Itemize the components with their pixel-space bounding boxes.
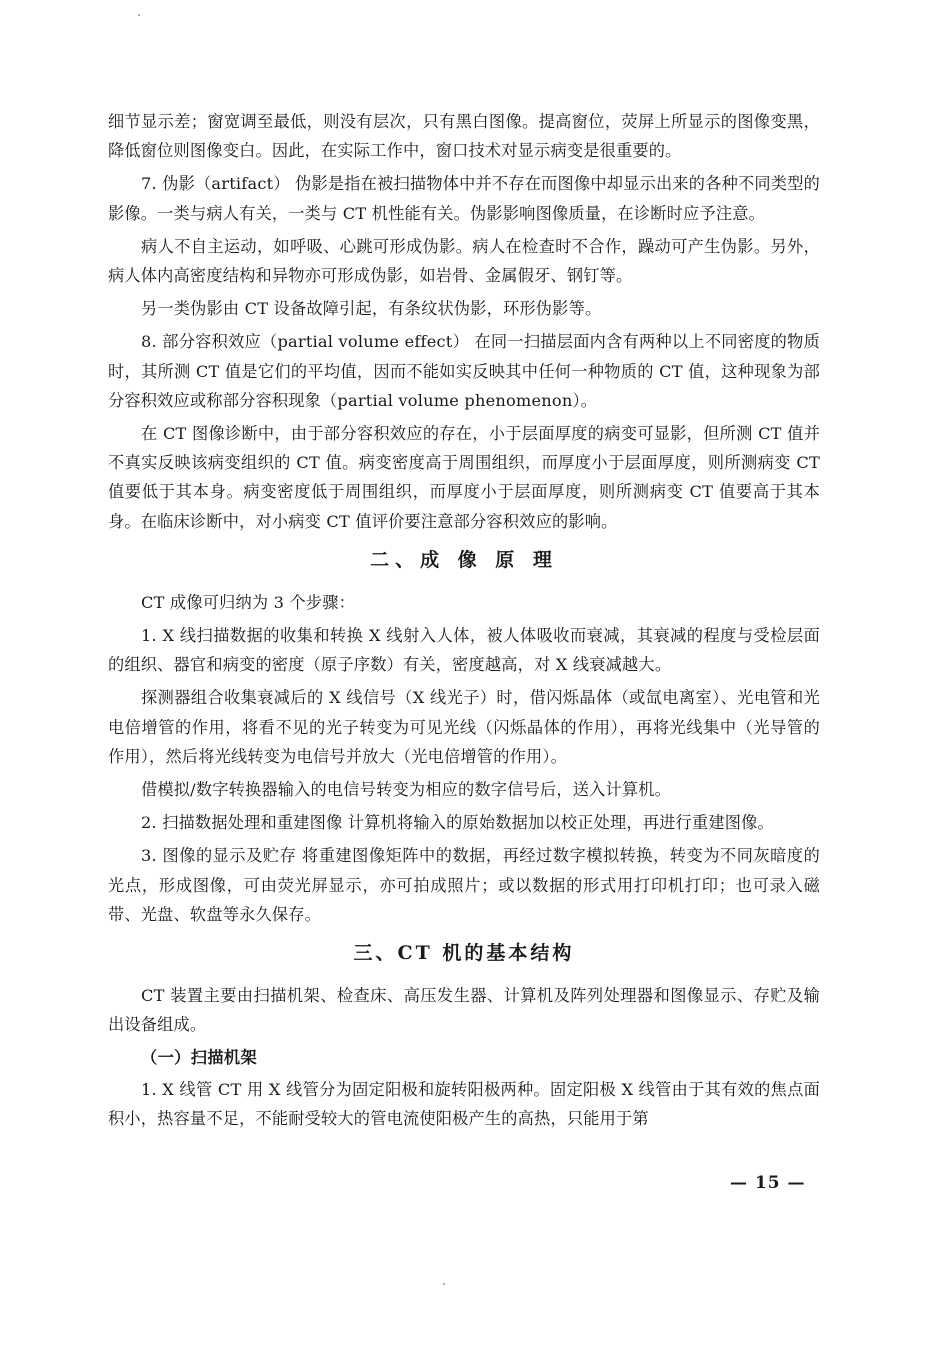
subheading-gantry: （一）扫描机架 <box>141 1048 258 1068</box>
paragraph-partial-volume-diagnosis: 在 CT 图像诊断中，由于部分容积效应的存在，小于层面厚度的病变可显影，但所测 CT 值并不真实反映该病变组织的 CT 值。病变密度高于周围组织，而厚度小于层面厚度，则所测病变 CT 值要低于其本身。病变密度低于周围组织，而厚度小于层面厚度，则所测病变 CT 值要高于其本身。在临床诊断中，对小病变 CT 值评价要注意部分容积效应的影响。 <box>108 424 820 531</box>
scan-speck <box>138 14 140 16</box>
paragraph-partial-volume: 8. 部分容积效应（partial volume effect） 在同一扫描层面内含有两种以上不同密度的物质时，其所测 CT 值是它们的平均值，因而不能如实反映其中任何一种物质的 CT 值，这种现象为部分容积效应或称部分容积现象（partial volume phenomenon）。 <box>108 332 820 410</box>
paragraph-step-3: 3. 图像的显示及贮存 将重建图像矩阵中的数据，再经过数字模拟转换，转变为不同灰暗度的光点，形成图像，可由荧光屏显示，亦可拍成照片；或以数据的形式用打印机打印；也可录入磁带、光盘、软盘等永久保存。 <box>108 846 820 924</box>
paragraph-patient-artifact: 病人不自主运动，如呼吸、心跳可形成伪影。病人在检查时不合作，躁动可产生伪影。另外，病人体内高密度结构和异物亦可形成伪影，如岩骨、金属假牙、钢钉等。 <box>108 236 820 286</box>
page-body <box>108 107 820 1137</box>
paragraph-x-ray-tube: 1. X 线管 CT 用 X 线管分为固定阳极和旋转阳极两种。固定阳极 X 线管由于其有效的焦点面积小，热容量不足，不能耐受较大的管电流使阳极产生的高热，只能用于第 <box>108 1079 820 1128</box>
paragraph-ct-components: CT 装置主要由扫描机架、检查床、高压发生器、计算机及阵列处理器和图像显示、存贮及输出设备组成。 <box>108 986 820 1035</box>
paragraph-window-technique: 细节显示差；窗宽调至最低，则没有层次，只有黑白图像。提高窗位，荧屏上所显示的图像变黑，降低窗位则图像变白。因此，在实际工作中，窗口技术对显示病变是很重要的。 <box>108 112 820 161</box>
page-number: — 15 — <box>730 1173 806 1193</box>
paragraph-adc: 借模拟/数字转换器输入的电信号转变为相应的数字信号后，送入计算机。 <box>141 780 672 800</box>
paragraph-artifact: 7. 伪影（artifact） 伪影是指在被扫描物体中并不存在而图像中却显示出来的各种不同类型的影像。一类与病人有关，一类与 CT 机性能有关。伪影影响图像质量，在诊断时应予注意。 <box>108 174 820 223</box>
paragraph-detector: 探测器组合收集衰减后的 X 线信号（X 线光子）时，借闪烁晶体（或氙电离室）、光电管和光电倍增管的作用，将看不见的光子转变为可见光线（闪烁晶体的作用），再将光线集中（光导管的作用），然后将光线转变为电信号并放大（光电倍增管的作用）。 <box>108 688 820 766</box>
section-title-ct-structure: 三、CT 机的基本结构 <box>353 942 575 965</box>
scan-speck <box>443 1283 445 1285</box>
paragraph-step-2: 2. 扫描数据处理和重建图像 计算机将输入的原始数据加以校正处理，再进行重建图像。 <box>141 813 774 833</box>
paragraph-equipment-artifact: 另一类伪影由 CT 设备故障引起，有条纹状伪影，环形伪影等。 <box>141 299 602 319</box>
paragraph-steps-intro: CT 成像可归纳为 3 个步骤： <box>141 592 355 612</box>
section-title-imaging-principle: 二、成 像 原 理 <box>370 548 558 571</box>
paragraph-step-1: 1. X 线扫描数据的收集和转换 X 线射入人体，被人体吸收而衰减，其衰减的程度与受检层面的组织、器官和病变的密度（原子序数）有关，密度越高，对 X 线衰减越大。 <box>108 626 820 675</box>
